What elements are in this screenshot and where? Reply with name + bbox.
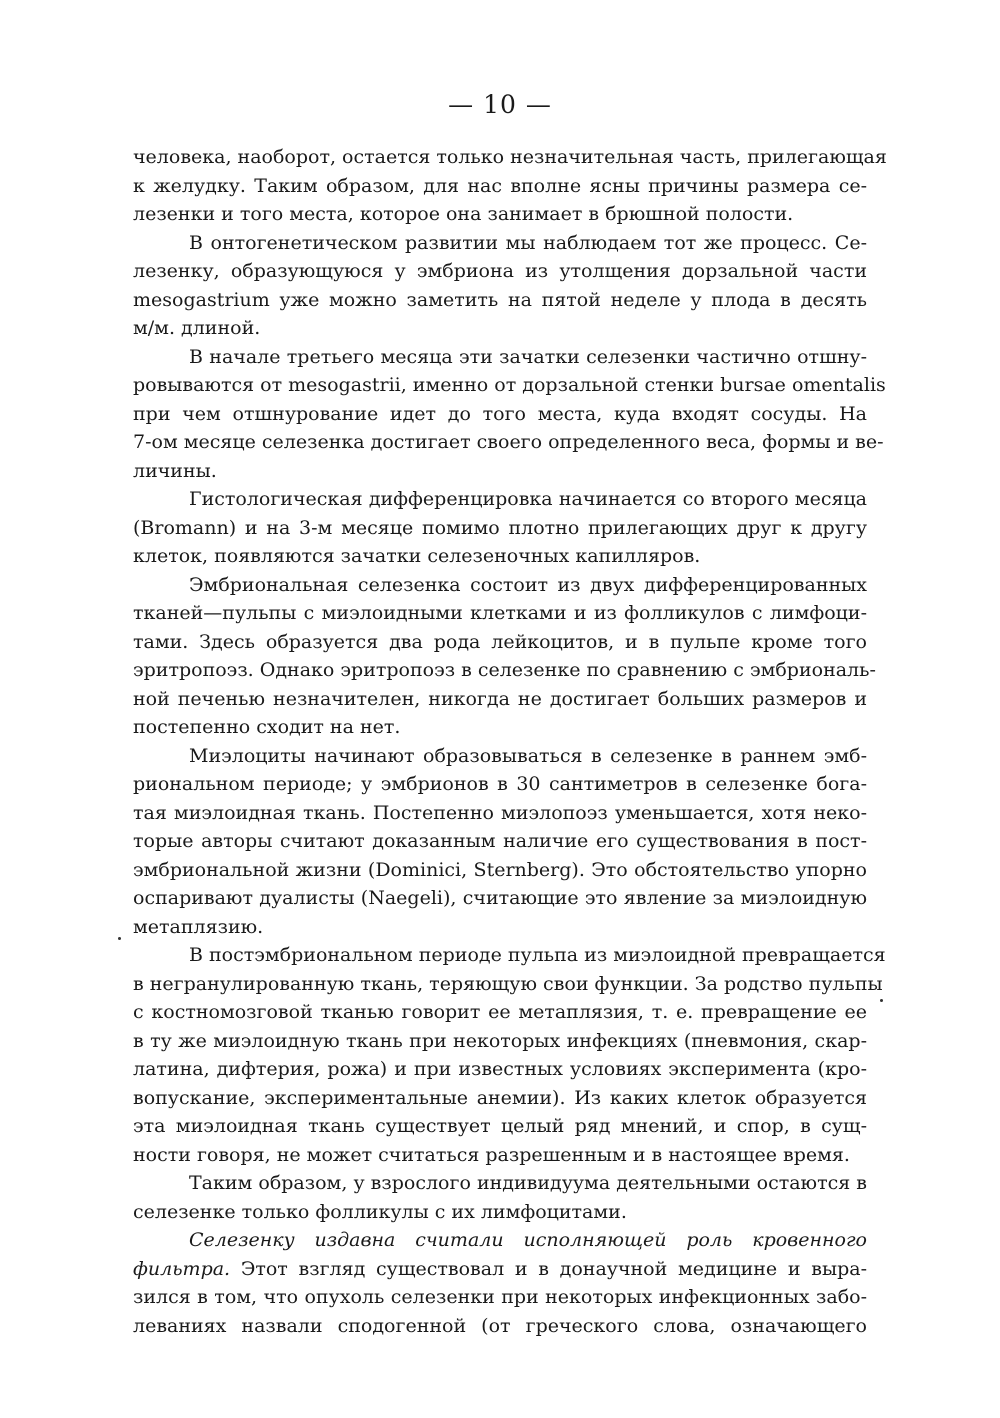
text-line: тая миэлоидная ткань. Постепенно миэлопоэз уменьшается, хотя неко- — [133, 801, 867, 824]
text-line: Миэлоциты начинают образовываться в селезенке в раннем эмб- — [189, 744, 867, 767]
paragraph — [133, 229, 867, 343]
text-line: в ту же миэлоидную ткань при некоторых инфекциях (пневмония, скар- — [133, 1029, 867, 1052]
text-line: (Bromann) и на 3-м месяце помимо плотно прилегающих друг к другу — [133, 516, 867, 539]
text-line: селезенке только фолликулы с их лимфоцитами. — [133, 1200, 627, 1223]
text-line: эмбриональной жизни (Dominici, Sternberg). Это обстоятельство упорно — [133, 858, 867, 881]
text-line: торые авторы считают доказанным наличие его существования в пост- — [133, 830, 867, 852]
text-line: латина, дифтерия, рожа) и при известных условиях эксперимента (кро- — [133, 1058, 867, 1080]
text-line: лезенки и того места, которое она занимает в брюшной полости. — [133, 203, 794, 225]
text-line: риональном периоде; у эмбрионов в 30 сантиметров в селезенке бога- — [133, 773, 867, 795]
text-line: клеток, появляются зачатки селезеночных капилляров. — [133, 545, 701, 567]
text-line: Таким образом, у взрослого индивидуума деятельными остаются в — [189, 1172, 867, 1194]
text-line: ной печенью незначителен, никогда не достигает больших размеров и — [133, 687, 867, 710]
text-line: вопускание, экспериментальные анемии). Из каких клеток образуется — [133, 1086, 867, 1109]
text-line: леваниях назвали сподогенной (от греческого слова, означающего — [133, 1314, 867, 1337]
text-line: эритропоэз. Однако эритропоэз в селезенке по сравнению с эмбриональ- — [133, 659, 876, 681]
text-line: лезенку, образующуюся у эмбриона из утолщения дорзальной части — [133, 260, 867, 282]
italic-line: Селезенку издавна считали исполняющей роль кровенного — [189, 1229, 867, 1251]
text-line: тканей—пульпы с миэлоидными клетками и из фолликулов с лимфоци- — [133, 602, 867, 624]
text-line: ровываются от mesogastrii, именно от дорзальной стенки bursae omentalis — [133, 374, 886, 396]
paragraph — [133, 1169, 867, 1226]
text-line: тами. Здесь образуется два рода лейкоцитов, и в пульпе кроме того — [133, 630, 867, 653]
text-line: В начале третьего месяца эти зачатки селезенки частично отшну- — [189, 345, 867, 368]
text-line: м/м. длиной. — [133, 317, 261, 339]
text-line: Гистологическая дифференцировка начинается со второго месяца — [189, 488, 867, 510]
text-line: с костномозговой тканью говорит ее метаплязия, т. е. превращение ее — [133, 1001, 867, 1023]
text-fragment: Этот взгляд существовал и в донаучной медицине и выра- — [230, 1257, 867, 1280]
text-line: В онтогенетическом развитии мы наблюдаем тот же процесс. Се- — [189, 231, 867, 254]
text-line: личины. — [133, 459, 217, 482]
text-line: Эмбриональная селезенка состоит из двух дифференцированных — [189, 573, 867, 596]
paragraph-final — [133, 1226, 867, 1340]
text-line: ности говоря, не может считаться разрешенным и в настоящее время. — [133, 1143, 850, 1166]
text-line: 7-ом месяце селезенка достигает своего определенного веса, формы и ве- — [133, 431, 884, 453]
text-line: mesogastrium уже можно заметить на пятой неделе у плода в десять — [133, 288, 867, 311]
text-line: В постэмбриональном периоде пульпа из миэлоидной превращается — [189, 944, 886, 966]
page-number: — 10 — — [448, 90, 552, 119]
paragraph — [133, 485, 867, 571]
text-line: постепенно сходит на нет. — [133, 716, 401, 738]
text-line: зился в том, что опухоль селезенки при некоторых инфекционных забо- — [133, 1286, 867, 1308]
paragraph — [133, 343, 886, 486]
text-line: к желудку. Таким образом, для нас вполне ясны причины размера се- — [133, 174, 867, 197]
text-line: метаплязию. — [133, 915, 264, 938]
text-line: человека, наоборот, остается только незначительная часть, прилегающая — [133, 146, 887, 168]
paragraph — [133, 571, 876, 742]
body-text — [133, 143, 887, 1340]
paragraph — [133, 143, 887, 229]
italic-term: фильтра. — [133, 1257, 231, 1280]
print-speck — [118, 937, 121, 940]
text-line — [133, 1255, 867, 1284]
text-line: в негранулированную ткань, теряющую свои функции. За родство пульпы — [133, 972, 883, 995]
text-line: оспаривают дуалисты (Naegeli), считающие это явление за миэлоидную — [133, 887, 867, 909]
print-speck — [880, 999, 883, 1002]
text-line: при чем отшнурование идет до того места, куда входят сосуды. На — [133, 402, 867, 425]
text-line: эта миэлоидная ткань существует целый ряд мнений, и спор, в сущ- — [133, 1115, 867, 1137]
paragraph — [133, 941, 886, 1169]
paragraph — [133, 742, 867, 942]
